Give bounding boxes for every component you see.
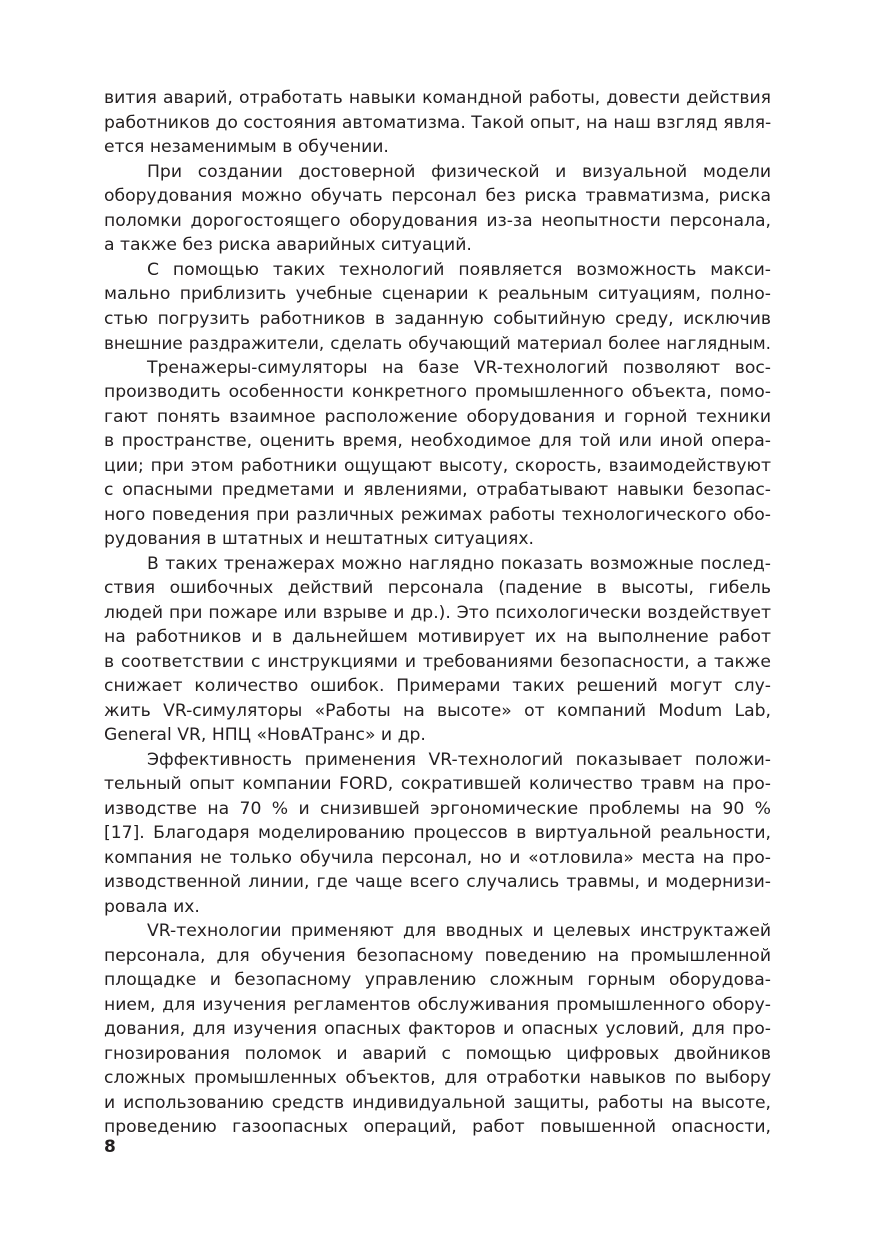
text-line: дования, для изучения опасных факторов и опасных условий, для про- (104, 1019, 771, 1039)
text-line: VR-технологии применяют для вводных и целевых инструктажей (147, 921, 771, 941)
text-line: гают понять взаимное расположение оборудования и горной техники (104, 406, 771, 427)
text-line: вития аварий, отработать навыки командной работы, довести действия (104, 88, 771, 108)
text-line: работников до состояния автоматизма. Такой опыт, на наш взгляд явля- (104, 112, 772, 133)
text-line: ции; при этом работники ощущают высоту, скорость, взаимодействуют (104, 455, 771, 476)
paragraph (104, 258, 771, 356)
paragraph (104, 356, 771, 552)
text-line: [17]. Благодаря моделированию процессов в виртуальной реальности, (104, 823, 771, 843)
text-line: мально приблизить учебные сценарии к реальным ситуациям, полно- (104, 284, 771, 304)
text-line: поломки дорогостоящего оборудования из-за неопытности персонала, (104, 210, 771, 231)
text-line: компания не только обучила персонал, но и «отловила» места на про- (104, 847, 771, 868)
text-line: на работников и в дальнейшем мотивирует их на выполнение работ (104, 627, 771, 647)
text-line: ствия ошибочных действий персонала (падение в высоты, гибель (104, 578, 771, 598)
text-line: Тренажеры-симуляторы на базе VR-технологий позволяют вос- (147, 357, 771, 378)
text-line: гнозирования поломок и аварий с помощью цифровых двойников (104, 1043, 771, 1064)
text-line: и использованию средств индивидуальной защиты, работы на высоте, (104, 1092, 771, 1113)
text-line: оборудования можно обучать персонал без риска травматизма, риска (104, 186, 771, 206)
paragraph (104, 86, 771, 160)
text-line: в пространстве, оценить время, необходимое для той или иной опера- (104, 431, 771, 451)
text-line: снижает количество ошибок. Примерами таких решений могут слу- (104, 676, 771, 696)
paragraph (104, 919, 771, 1140)
page-body (104, 86, 771, 1140)
text-line: площадке и безопасному управлению сложным горным оборудова- (104, 970, 771, 990)
text-line: С помощью таких технологий появляется возможность макси- (147, 259, 771, 280)
text-line: Эффективность применения VR-технологий показывает положи- (147, 749, 771, 770)
text-line: рудования в штатных и нештатных ситуациях. (104, 529, 535, 549)
text-line: тельный опыт компании FORD, сократившей количество травм на про- (104, 774, 771, 794)
text-line: ется незаменимым в обучении. (104, 137, 389, 157)
text-line: производить особенности конкретного промышленного объекта, помо- (104, 382, 771, 402)
text-line: персонала, для обучения безопасному поведению на промышленной (104, 945, 771, 966)
text-line: а также без риска аварийных ситуаций. (104, 235, 472, 255)
paragraph (104, 160, 771, 258)
text-line: людей при пожаре или взрыве и др.). Это психологически воздействует (104, 602, 771, 623)
text-line: жить VR-симуляторы «Работы на высоте» от компаний Modum Lab, (104, 700, 771, 721)
text-line: проведению газоопасных операций, работ повышенной опасности, (104, 1117, 771, 1137)
paragraph (104, 552, 771, 748)
text-line: сложных промышленных объектов, для отработки навыков по выбору (104, 1068, 771, 1088)
text-line: изводственной линии, где чаще всего случались травмы, и модернизи- (104, 872, 771, 892)
text-line: в соответствии с инструкциями и требованиями безопасности, а также (104, 651, 771, 672)
text-line: ровала их. (104, 896, 200, 917)
text-line: изводстве на 70 % и снизившей эргономические проблемы на 90 % (104, 798, 771, 819)
text-line: ного поведения при различных режимах работы технологического обо- (104, 504, 771, 525)
text-line: с опасными предметами и явлениями, отрабатывают навыки безопас- (104, 480, 771, 500)
text-line: В таких тренажерах можно наглядно показать возможные послед- (147, 553, 771, 574)
text-line: нием, для изучения регламентов обслуживания промышленного обору- (104, 994, 771, 1015)
page-number: 8 (104, 1137, 116, 1157)
paragraph (104, 748, 771, 920)
text-line: При создании достоверной физической и визуальной модели (147, 161, 771, 182)
text-line: стью погрузить работников в заданную событийную среду, исключив (104, 308, 771, 329)
text-line: внешние раздражители, сделать обучающий материал более наглядным. (104, 333, 771, 353)
text-line: General VR, НПЦ «НовАТранс» и др. (104, 725, 426, 745)
